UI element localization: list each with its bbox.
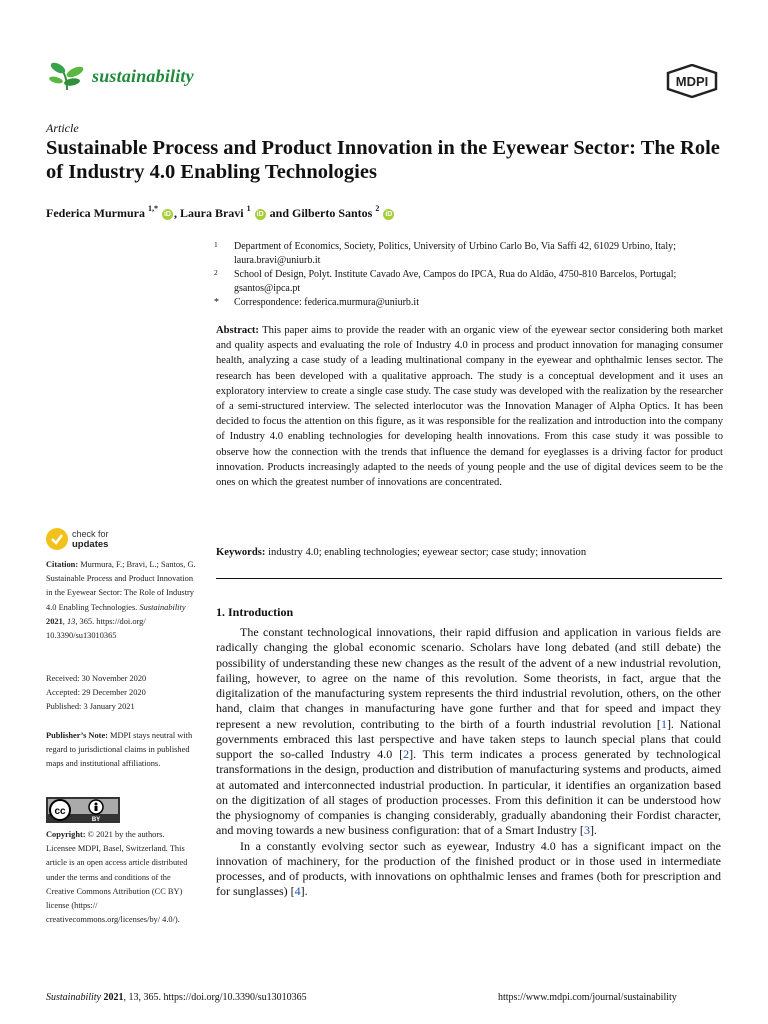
keywords	[216, 545, 723, 560]
footer-journal-url[interactable]: https://www.mdpi.com/journal/sustainability	[498, 992, 677, 1003]
paragraph-text: ].	[300, 884, 308, 899]
author-list	[46, 206, 395, 221]
orcid-icon[interactable]: iD	[163, 210, 171, 218]
mdpi-logo-icon	[666, 64, 718, 98]
abstract-label: Abstract:	[216, 325, 259, 336]
paragraph-text: ]. This term indicates a process generated by technological transformations in the design, production and distribution of manufacturing systems and products, aimed at automated and interconnected industrial production. In particular, it identifies an organization based on the digitization of all stages of production processes. From this definition it can be understood how the physiognomy of companies is changing considerably, gradually abandoning their Fordist character, and moving towards a new business configuration: that of a Smart Industry [	[216, 747, 721, 838]
article-type: Article	[46, 121, 79, 135]
publisher-name: MDPI	[675, 74, 709, 89]
citation-link[interactable]: 2	[403, 747, 410, 761]
cc-label: cc	[54, 806, 66, 817]
affiliation-text: Correspondence: federica.murmura@uniurb.it	[234, 297, 419, 308]
affiliations	[214, 240, 726, 310]
footer-citation	[46, 992, 307, 1003]
publication-dates	[46, 672, 196, 715]
paragraph-text: ]. National governments embraced this last perspective and have taken steps to launch special plans that could support the so-called Industry 4.0 [	[216, 716, 721, 761]
cc-by-label: BY	[91, 817, 101, 823]
accepted-date: Accepted: 29 December 2020	[46, 688, 146, 698]
citation: Citation: Murmura, F.; Bravi, L.; Santos, G. Sustainable Process and Product Innovation in the Eyewear Sector: The Role of Industry 4.0 Enabling Technologies. Sustainability 2021, 13, 365. https://doi.org/ 10.3390/su13010365	[46, 560, 196, 641]
check-updates-bottom: updates	[72, 539, 109, 550]
published-date: Published: 3 January 2021	[46, 702, 135, 712]
paragraph-text: ].	[589, 823, 597, 838]
citation-doi[interactable]: , 365. https://doi.org/ 10.3390/su13010365	[46, 616, 146, 641]
publisher-note-label: Publisher’s Note:	[46, 731, 108, 740]
author-name[interactable]: Gilberto Santos	[292, 206, 373, 220]
article-title: Sustainable Process and Product Innovation in the Eyewear Sector: The Role of Industry 4.0 Enabling Technologies	[46, 137, 720, 183]
copyright-label: Copyright:	[46, 830, 86, 839]
affiliation-text: Department of Economics, Society, Politics, University of Urbino Carlo Bo, Via Saffi 42, 61029 Urbino, Italy; laura.bravi@uniurb.it	[234, 241, 676, 266]
section-heading: 1. Introduction	[216, 605, 294, 619]
author-separator: and	[266, 206, 292, 220]
affiliation-item	[214, 268, 726, 296]
paragraph-text: The constant technological innovations, their rapid diffusion and application in various fields are radically changing the global economic scenario. Scholars have long debated (and still debate) the possibility of understanding these new changes as the result of the advent of a new industrial revolution, failing, however, to agree on the name of this revolution. Some theorists, in fact, argue that the digitalization of the manufacturing system represents the third industrial revolution, others, on the other hand, claim that changes in manufacturing have gone further and that for speed and impact they represent a new revolution, contributing to the birth of a fourth industrial revolution [	[216, 625, 721, 731]
abstract-text: This paper aims to provide the reader with an organic view of the eyewear sector considering both market and quality aspects and evaluating the role of Industry 4.0 in process and product innovation for managing consumer health, analyzing a case study of a leading multinational company in the eyewear and ophthalmic lenses sector. The research has been developed with a qualitative approach. The study is a conceptual development and it uses an exploratory interview to create a single case study. The case study was developed with the realization by the researcher of a semi-structured interview. The selected interlocutor was the Innovation Manager of Alpha Optics. It has been decided to focus the attention on this figure, as it was responsible for the realization and introduction into the company of Industry 4.0 enabling technologies for developing health innovations. From this case study it was possible to observe how the connection with the trends that influence the demand for eyeglasses is a driving factor for product innovation. Products increasingly adapted to the needs of young people and the use of digital devices seem to be the ones on which the greatest number of innovations are concentrated.	[216, 325, 723, 489]
orcid-icon[interactable]: iD	[385, 210, 393, 218]
author-affiliation-mark: 1	[246, 204, 251, 213]
author-separator: ,	[173, 206, 180, 220]
paragraph	[216, 839, 721, 900]
affiliation-text: School of Design, Polyt. Institute Cavado Ave, Campos do IPCA, Rua do Aldão, 4750-810 Barcelos, Portugal; gsantos@ipca.pt	[234, 269, 677, 294]
check-updates-top: check for	[72, 529, 109, 539]
leaf-logo-icon	[48, 60, 86, 92]
affiliation-item	[214, 296, 726, 310]
author-name[interactable]: Laura Bravi	[179, 206, 244, 220]
check-for-updates-button[interactable]	[46, 528, 136, 554]
citation-text: Murmura, F.; Bravi, L.; Santos, G. Sustainable Process and Product Innovation in the Eyewear Sector: The Role of Industry 4.0 Enabling Technologies.	[46, 560, 196, 612]
publisher-note-text: MDPI stays neutral with regard to jurisdictional claims in published maps and institutional affiliations.	[46, 731, 193, 769]
keywords-text: industry 4.0; enabling technologies; eyewear sector; case study; innovation	[268, 547, 587, 558]
paragraph	[216, 625, 721, 839]
paragraph-text: In a constantly evolving sector such as eyewear, Industry 4.0 has a significant impact on the innovation of machinery, for the production of the finished product or in those used in intermediate processes, and of products, with innovations on ophthalmic lenses and frames (both for prescription and for sunglasses) [	[216, 838, 721, 899]
keywords-label: Keywords:	[216, 547, 266, 558]
affiliation-number: *	[214, 297, 219, 308]
footer-journal: Sustainability	[46, 992, 101, 1003]
citation-year: 2021	[46, 616, 63, 626]
citation-link[interactable]: 4	[294, 884, 301, 899]
citation-link[interactable]: 3	[583, 823, 590, 838]
section-divider	[216, 578, 722, 579]
affiliation-number: 2	[214, 268, 218, 277]
author-affiliation-mark: 1,*	[147, 204, 158, 213]
author-affiliation-mark: 2	[375, 204, 380, 213]
citation-volume: 13	[66, 616, 76, 626]
cc-by-license-icon[interactable]	[46, 797, 120, 823]
received-date: Received: 30 November 2020	[46, 674, 147, 683]
body-text	[216, 625, 721, 900]
copyright-text: © 2021 by the authors. Licensee MDPI, Basel, Switzerland. This article is an open access article distributed under the terms and conditions of the Creative Commons Attribution (CC BY) license (https:// creativecommons.org/licenses/by/ 4.0/).	[46, 830, 188, 925]
citation-label: Citation:	[46, 560, 79, 569]
check-updates-icon	[46, 528, 68, 550]
footer-doi[interactable]: , 13, 365. https://doi.org/10.3390/su13010365	[123, 992, 307, 1003]
copyright	[46, 828, 196, 927]
publisher-note	[46, 729, 196, 772]
affiliation-number: 1	[214, 240, 218, 249]
orcid-icon[interactable]: iD	[256, 210, 264, 218]
author-name[interactable]: Federica Murmura	[46, 206, 145, 220]
journal-name[interactable]: sustainability	[92, 66, 194, 86]
footer-year: 2021	[103, 992, 124, 1003]
abstract	[216, 323, 723, 490]
citation-link[interactable]: 1	[660, 716, 667, 731]
citation-journal: Sustainability	[139, 602, 186, 612]
affiliation-item	[214, 240, 726, 268]
